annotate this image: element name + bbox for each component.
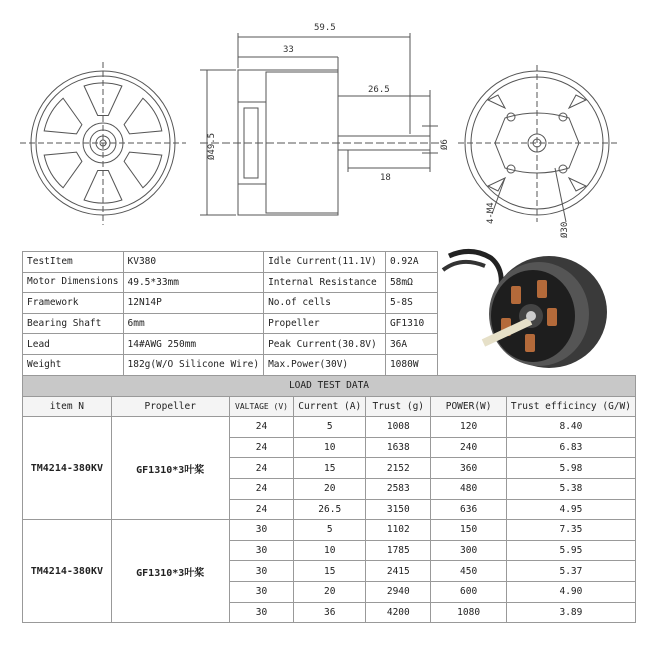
current-cell: 15	[294, 561, 366, 582]
spec-label: Bearing Shaft	[23, 313, 124, 334]
load-test-table	[22, 375, 636, 623]
power-cell: 450	[431, 561, 506, 582]
current-cell: 20	[294, 478, 366, 499]
spec-row	[23, 272, 438, 293]
voltage-cell: 30	[229, 520, 294, 541]
current-cell: 15	[294, 458, 366, 479]
rotor-cutout	[124, 152, 162, 188]
spec-value: 182g(W/O Silicone Wire)	[123, 354, 264, 375]
thrust-cell: 4200	[366, 602, 431, 623]
power-cell: 150	[431, 520, 506, 541]
table-row	[23, 417, 636, 438]
power-cell: 240	[431, 437, 506, 458]
spec-label: Propeller	[264, 313, 386, 334]
thrust-cell: 1785	[366, 540, 431, 561]
efficiency-cell: 4.90	[506, 581, 635, 602]
col-header: POWER(W)	[431, 396, 506, 417]
spec-value: 1080W	[385, 354, 437, 375]
spec-value: 58mΩ	[385, 272, 437, 293]
spec-row	[23, 252, 438, 273]
power-cell: 120	[431, 417, 506, 438]
thrust-cell: 3150	[366, 499, 431, 520]
thrust-cell: 1102	[366, 520, 431, 541]
efficiency-cell: 5.98	[506, 458, 635, 479]
current-cell: 36	[294, 602, 366, 623]
spec-value: KV380	[123, 252, 264, 273]
efficiency-cell: 7.35	[506, 520, 635, 541]
voltage-cell: 24	[229, 417, 294, 438]
dim-shaft-exposed: 18	[380, 173, 391, 183]
spec-table	[22, 251, 438, 376]
voltage-cell: 30	[229, 540, 294, 561]
spec-label: No.of cells	[264, 293, 386, 314]
rotor-cutout	[44, 152, 82, 188]
current-cell: 5	[294, 417, 366, 438]
spec-label: Internal Resistance	[264, 272, 386, 293]
spec-label: Peak Current(30.8V)	[264, 334, 386, 355]
load-header-row	[23, 396, 636, 417]
spec-value: 14#AWG 250mm	[123, 334, 264, 355]
dim-mount-screws: 4-M4	[486, 202, 496, 224]
voltage-cell: 30	[229, 561, 294, 582]
thrust-cell: 2583	[366, 478, 431, 499]
col-header: Trust (g)	[366, 396, 431, 417]
thrust-cell: 1008	[366, 417, 431, 438]
spec-row	[23, 354, 438, 375]
voltage-cell: 30	[229, 581, 294, 602]
spec-value: 6mm	[123, 313, 264, 334]
spec-label: Weight	[23, 354, 124, 375]
current-cell: 5	[294, 520, 366, 541]
dim-shaft-length: 26.5	[368, 85, 390, 95]
thrust-cell: 2152	[366, 458, 431, 479]
propeller-name: GF1310*3叶桨	[111, 520, 229, 623]
dim-shaft-diameter: Ø6	[440, 139, 450, 150]
current-cell: 26.5	[294, 499, 366, 520]
efficiency-cell: 8.40	[506, 417, 635, 438]
spec-value: 5-8S	[385, 293, 437, 314]
power-cell: 360	[431, 458, 506, 479]
spec-label: Motor Dimensions	[23, 272, 124, 293]
voltage-cell: 24	[229, 437, 294, 458]
voltage-cell: 24	[229, 499, 294, 520]
col-header: Propeller	[111, 396, 229, 417]
voltage-cell: 24	[229, 478, 294, 499]
propeller-name: GF1310*3叶桨	[111, 417, 229, 520]
power-cell: 636	[431, 499, 506, 520]
rotor-cutout	[44, 98, 82, 134]
spec-label: Framework	[23, 293, 124, 314]
spec-label: Idle Current(11.1V)	[264, 252, 386, 273]
spec-row	[23, 293, 438, 314]
technical-drawing	[0, 0, 650, 240]
spec-value: 49.5*33mm	[123, 272, 264, 293]
power-cell: 480	[431, 478, 506, 499]
spec-label: Lead	[23, 334, 124, 355]
col-header: VALTAGE (V)	[229, 396, 294, 417]
thrust-cell: 1638	[366, 437, 431, 458]
efficiency-cell: 5.95	[506, 540, 635, 561]
power-cell: 600	[431, 581, 506, 602]
thrust-cell: 2940	[366, 581, 431, 602]
efficiency-cell: 6.83	[506, 437, 635, 458]
back-view	[458, 65, 618, 222]
col-header: Current (A)	[294, 396, 366, 417]
col-header: Trust efficincy (G/W)	[506, 396, 635, 417]
spec-row	[23, 313, 438, 334]
voltage-cell: 24	[229, 458, 294, 479]
motor-model: TM4214-380KV	[23, 520, 112, 623]
dim-mount-circle: Ø30	[560, 221, 570, 238]
table-row	[23, 520, 636, 541]
current-cell: 10	[294, 437, 366, 458]
current-cell: 20	[294, 581, 366, 602]
spec-label: Max.Power(30V)	[264, 354, 386, 375]
dim-diameter: Ø49.5	[207, 132, 217, 160]
front-view	[20, 62, 186, 225]
efficiency-cell: 3.89	[506, 602, 635, 623]
side-view	[200, 33, 440, 215]
spec-value: 12N14P	[123, 293, 264, 314]
spec-value: GF1310	[385, 313, 437, 334]
load-test-title: LOAD TEST DATA	[23, 376, 636, 397]
rotor-cutout	[124, 98, 162, 134]
efficiency-cell: 5.37	[506, 561, 635, 582]
motor-photo	[441, 246, 629, 378]
power-cell: 1080	[431, 602, 506, 623]
voltage-cell: 30	[229, 602, 294, 623]
spec-label: TestItem	[23, 252, 124, 273]
spec-row	[23, 334, 438, 355]
spec-value: 36A	[385, 334, 437, 355]
spec-value: 0.92A	[385, 252, 437, 273]
efficiency-cell: 5.38	[506, 478, 635, 499]
col-header: item N	[23, 396, 112, 417]
efficiency-cell: 4.95	[506, 499, 635, 520]
dim-body-length: 33	[283, 45, 294, 55]
dim-overall-length: 59.5	[314, 23, 336, 33]
thrust-cell: 2415	[366, 561, 431, 582]
power-cell: 300	[431, 540, 506, 561]
current-cell: 10	[294, 540, 366, 561]
motor-model: TM4214-380KV	[23, 417, 112, 520]
